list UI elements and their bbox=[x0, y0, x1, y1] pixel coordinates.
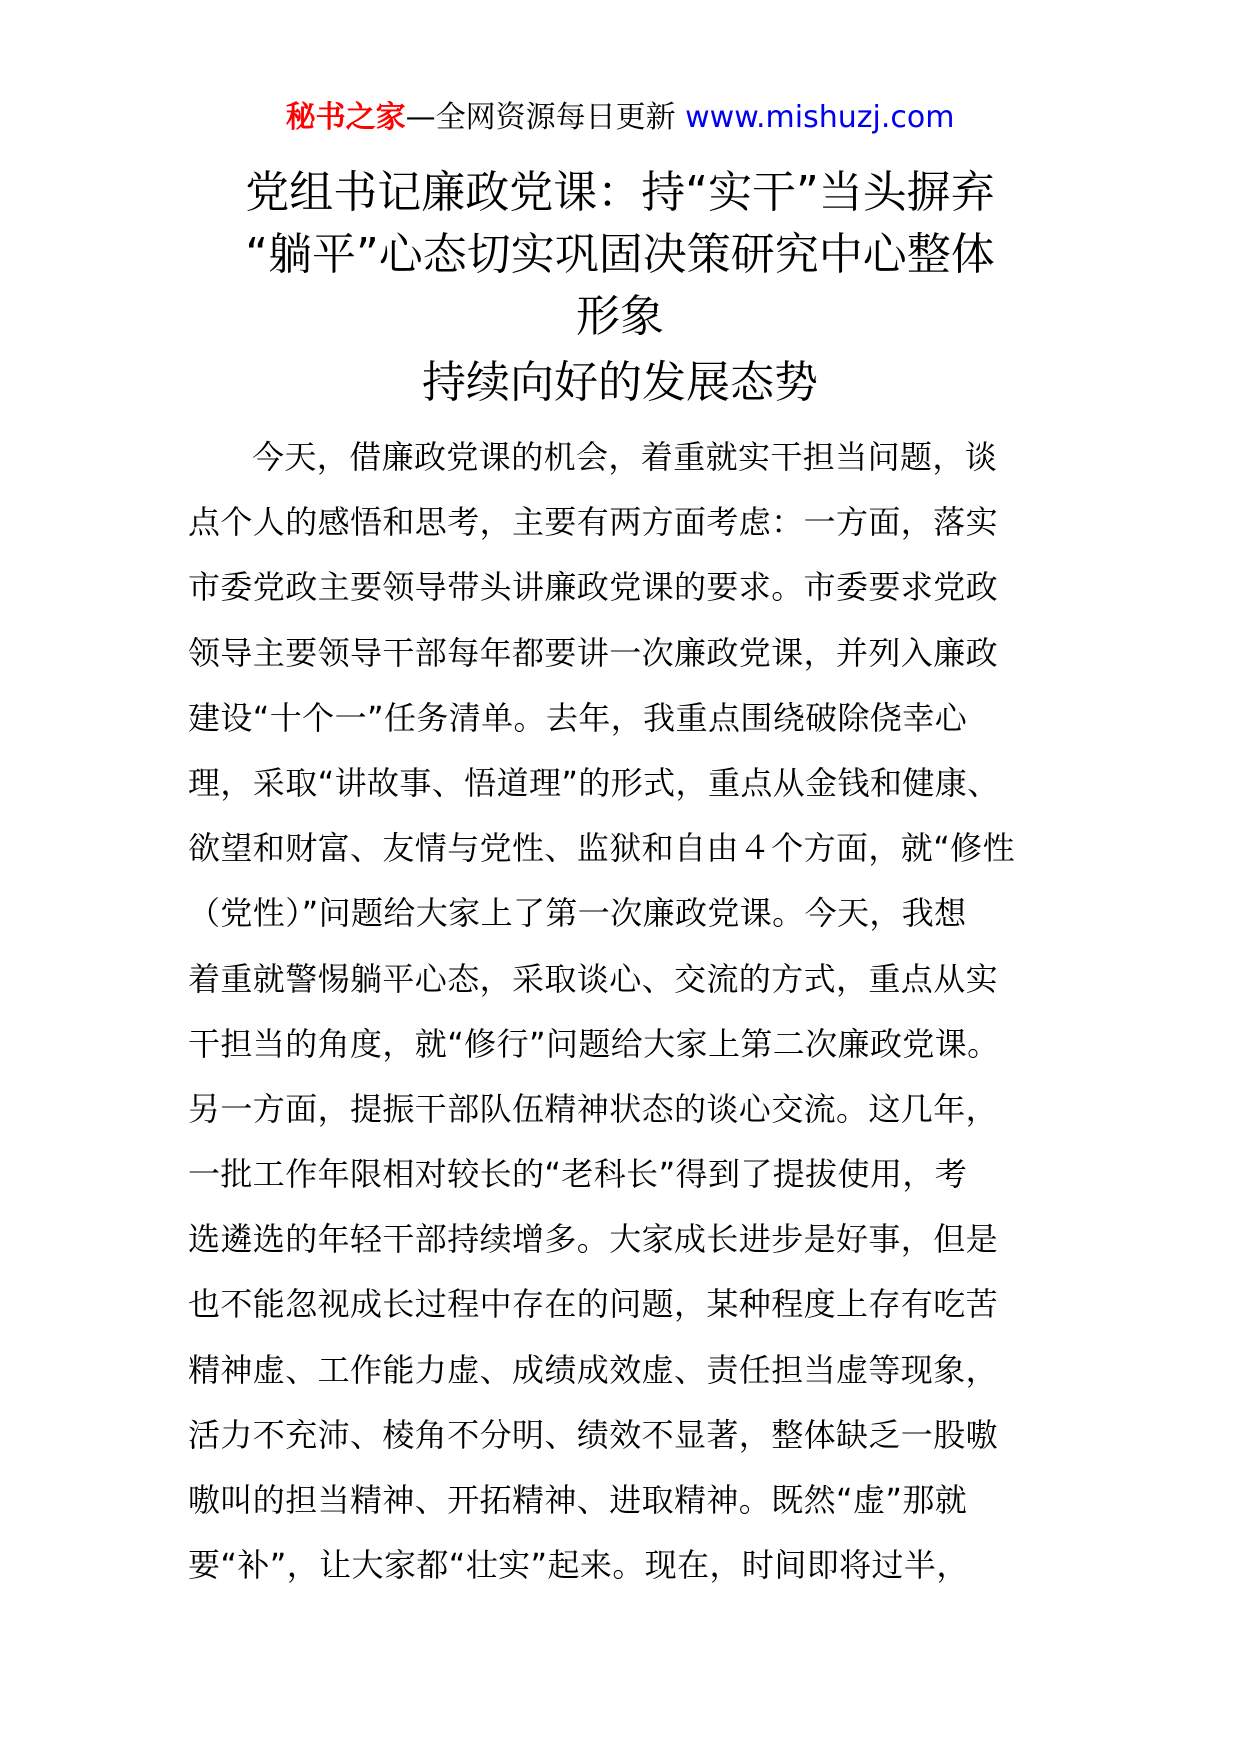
body-line: 点个人的感悟和思考，主要有两方面考虑：一方面，落实 bbox=[188, 503, 999, 542]
document-subtitle: 持续向好的发展态势 bbox=[422, 357, 818, 408]
body-paragraph bbox=[188, 425, 1058, 1598]
body-line: 干担当的角度，就“修行”问题给大家上第二次廉政党课。 bbox=[188, 1024, 1000, 1063]
body-line: 着重就警惕躺平心态，采取谈心、交流的方式，重点从实 bbox=[188, 959, 999, 998]
body-line: 另一方面，提振干部队伍精神状态的谈心交流。这几年， bbox=[188, 1089, 999, 1128]
document-title bbox=[140, 162, 1100, 414]
brand-name: 秘书之家 bbox=[285, 100, 406, 135]
body-line: 精神虚、工作能力虚、成绩成效虚、责任担当虚等现象， bbox=[188, 1350, 999, 1389]
body-line: 也不能忽视成长过程中存在的问题，某种程度上存有吃苦 bbox=[188, 1285, 999, 1324]
body-line: 嗷叫的担当精神、开拓精神、进取精神。既然“虚”那就 bbox=[188, 1481, 968, 1519]
body-line: 今天，借廉政党课的机会，着重就实干担当问题，谈 bbox=[252, 438, 998, 476]
header-tagline: —全网资源每日更新 bbox=[405, 100, 686, 135]
title-line: “躺平”心态切实巩固决策研究中心整体 bbox=[245, 229, 995, 280]
site-url-link[interactable]: www.mishuzj.com bbox=[685, 100, 955, 135]
body-line: 理，采取“讲故事、悟道理”的形式，重点从金钱和健康、 bbox=[188, 763, 1000, 802]
body-line: 选遴选的年轻干部持续增多。大家成长进步是好事，但是 bbox=[188, 1220, 999, 1259]
title-line: 党组书记廉政党课：持“实干”当头摒弃 bbox=[245, 167, 995, 218]
body-line: （党性）”问题给大家上了第一次廉政党课。今天，我想 bbox=[188, 894, 967, 933]
body-line: 欲望和财富、友情与党性、监狱和自由４个方面，就“修性 bbox=[188, 829, 1015, 868]
title-line: 形象 bbox=[576, 291, 664, 342]
body-line: 一批工作年限相对较长的“老科长”得到了提拔使用，考 bbox=[188, 1155, 968, 1194]
body-line: 活力不充沛、棱角不分明、绩效不显著，整体缺乏一股嗷 bbox=[188, 1415, 999, 1454]
body-line: 领导主要领导干部每年都要讲一次廉政党课，并列入廉政 bbox=[188, 633, 999, 672]
body-line: 建设“十个一”任务清单。去年，我重点围绕破除侥幸心 bbox=[188, 698, 968, 737]
site-header bbox=[0, 98, 1240, 138]
body-line: 市委党政主要领导带头讲廉政党课的要求。市委要求党政 bbox=[188, 568, 999, 607]
body-line: 要“补”，让大家都“壮实”起来。现在，时间即将过半， bbox=[188, 1546, 969, 1585]
